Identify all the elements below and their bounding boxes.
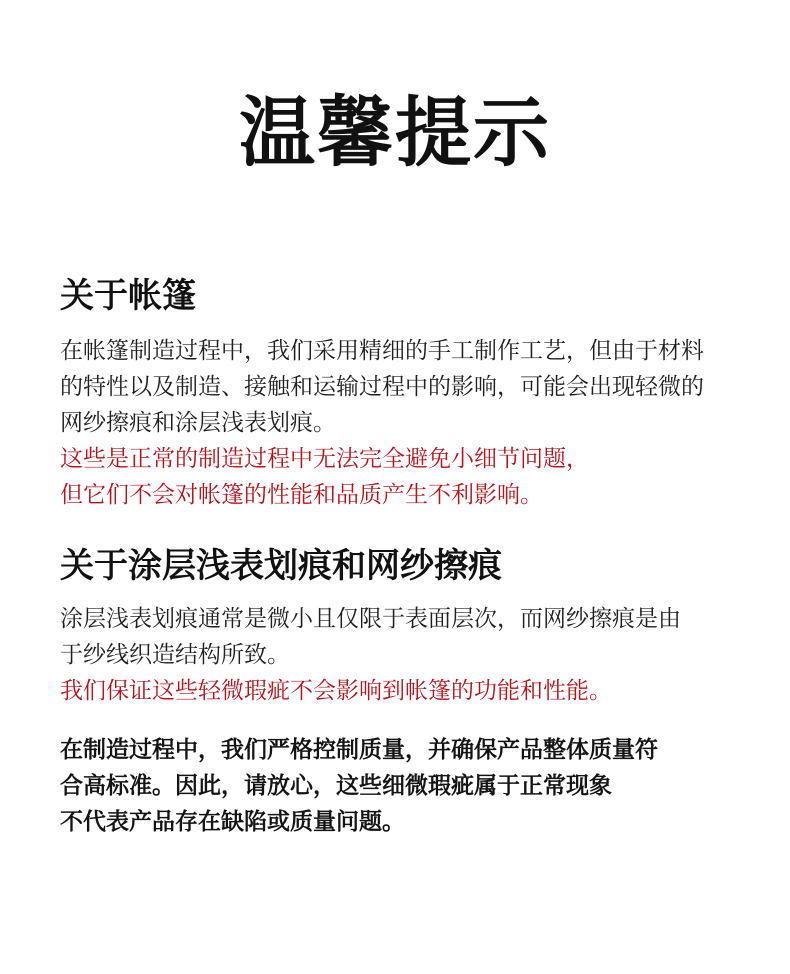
paragraph-line: 涂层浅表划痕通常是微小且仅限于表面层次，而网纱擦痕是由: [60, 606, 681, 632]
tent-reassurance-note: [60, 441, 589, 513]
section-heading-tent: 关于帐篷: [60, 276, 196, 316]
paragraph-line: 在制造过程中，我们严格控制质量，并确保产品整体质量符: [60, 737, 658, 763]
section-heading-scratches: 关于涂层浅表划痕和网纱擦痕: [60, 546, 502, 586]
paragraph-line: 在帐篷制造过程中，我们采用精细的手工制作工艺，但由于材料: [60, 338, 704, 364]
paragraph-line: 网纱擦痕和涂层浅表划痕。: [60, 410, 336, 436]
closing-statement: [60, 732, 658, 840]
paragraph-line: 但它们不会对帐篷的性能和品质产生不利影响。: [60, 482, 543, 508]
paragraph-line: 于纱线织造结构所致。: [60, 642, 290, 668]
paragraph-line: 我们保证这些轻微瑕疵不会影响到帐篷的功能和性能。: [60, 678, 612, 704]
paragraph-line: 的特性以及制造、接触和运输过程中的影响，可能会出现轻微的: [60, 374, 704, 400]
scratches-description: [60, 601, 681, 673]
scratches-reassurance-note: [60, 673, 612, 709]
tent-description: [60, 333, 704, 441]
paragraph-line: 不代表产品存在缺陷或质量问题。: [60, 809, 405, 835]
paragraph-line: 这些是正常的制造过程中无法完全避免小细节问题，: [60, 446, 589, 472]
page-title: 温馨提示: [239, 88, 551, 177]
paragraph-line: 合高标准。因此，请放心，这些细微瑕疵属于正常现象: [60, 773, 612, 799]
